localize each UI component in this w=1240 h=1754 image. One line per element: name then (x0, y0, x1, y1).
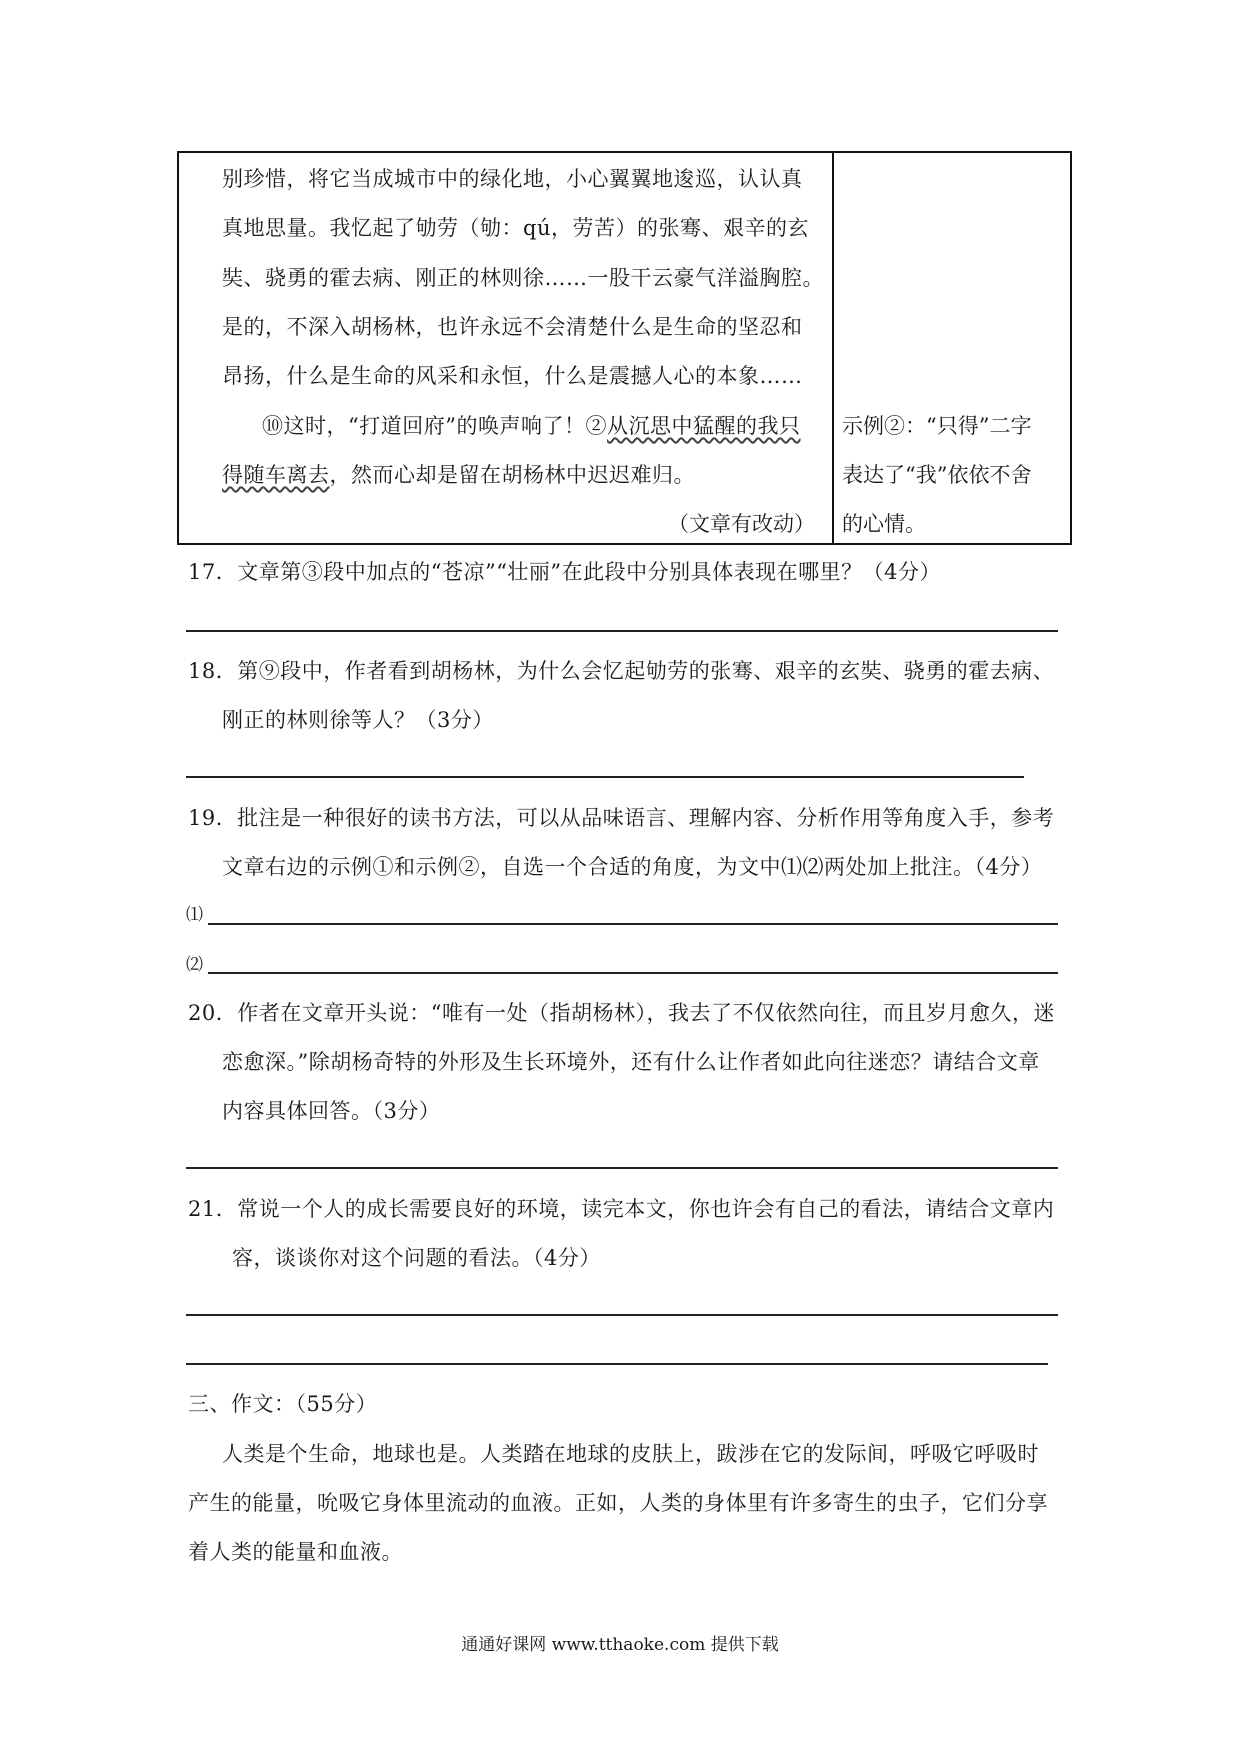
answer-line-21-2[interactable] (186, 1363, 1048, 1365)
annotation-divider (832, 151, 834, 545)
answer-line-19-2[interactable] (208, 972, 1058, 974)
passage-line: 是的，不深入胡杨林，也许永远不会清楚什么是生命的坚忍和 (222, 315, 803, 339)
annotation-line: 示例②：“只得”二字 (842, 414, 1032, 438)
marked-sentence-part1: 从沉思中猛醒的我只 (606, 414, 801, 438)
question-19-line2: 文章右边的示例①和示例②，自选一个合适的角度，为文中⑴⑵两处加上批注。（4分） (222, 855, 1043, 879)
question-20-line1: 20．作者在文章开头说：“唯有一处（指胡杨林），我去了不仅依然向往，而且岁月愈久，迷 (188, 1001, 1055, 1025)
answer-line-19-1[interactable] (208, 923, 1058, 925)
answer-line-18[interactable] (186, 776, 1024, 778)
composition-line: 产生的能量，吮吸它身体里流动的血液。正如，人类的身体里有许多寄生的虫子，它们分享 (188, 1491, 1048, 1515)
annotation-line: 表达了“我”依依不舍 (842, 463, 1032, 487)
question-21-line1: 21．常说一个人的成长需要良好的环境，读完本文，你也许会有自己的看法，请结合文章内 (188, 1197, 1055, 1221)
question-18-line2: 刚正的林则徐等人？（3分） (222, 708, 494, 732)
paragraph-10-prefix: ⑩这时，“打道回府”的唤声响了！② (262, 414, 607, 438)
source-note: （文章有改动） (668, 512, 815, 536)
passage-line: 真地思量。我忆起了劬劳（劬：qú，劳苦）的张骞、艰辛的玄 (222, 216, 809, 240)
passage-line: 昂扬，什么是生命的风采和永恒，什么是震撼人心的本象…… (222, 364, 803, 388)
question-18-line1: 18．第⑨段中，作者看到胡杨林，为什么会忆起劬劳的张骞、艰辛的玄奘、骁勇的霍去病、 (188, 659, 1055, 683)
answer-label-1: ⑴ (186, 905, 203, 925)
answer-line-21-1[interactable] (186, 1314, 1058, 1316)
composition-heading: 三、作文：（55分） (188, 1392, 378, 1416)
answer-line-20[interactable] (186, 1167, 1058, 1169)
question-21-line2: 容，谈谈你对这个问题的看法。（4分） (232, 1246, 601, 1270)
paragraph-10-line2 (222, 459, 822, 489)
paragraph-10-suffix: ，然而心却是留在胡杨林中迟迟难归。 (329, 463, 695, 487)
question-19-line1: 19．批注是一种很好的读书方法，可以从品味语言、理解内容、分析作用等角度入手，参考 (188, 806, 1055, 830)
annotation-line: 的心情。 (842, 512, 926, 536)
passage-line: 奘、骁勇的霍去病、刚正的林则徐……一股干云豪气洋溢胸腔。 (222, 266, 824, 290)
composition-line: 人类是个生命，地球也是。人类踏在地球的皮肤上，跋涉在它的发际间，呼吸它呼吸时 (222, 1442, 1039, 1466)
answer-label-2: ⑵ (186, 955, 203, 975)
answer-line-17[interactable] (186, 630, 1058, 632)
marked-sentence-part2: 得随车离去 (222, 463, 330, 487)
question-20-line2: 恋愈深。”除胡杨奇特的外形及生长环境外，还有什么让作者如此向往迷恋？请结合文章 (222, 1050, 1040, 1074)
paragraph-10-line1 (262, 410, 862, 440)
question-17: 17．文章第③段中加点的“苍凉”“壮丽”在此段中分别具体表现在哪里？（4分） (188, 560, 942, 584)
page-footer: 通通好课网 www.tthaoke.com 提供下载 (461, 1635, 779, 1655)
question-20-line3: 内容具体回答。（3分） (222, 1099, 441, 1123)
composition-line: 着人类的能量和血液。 (188, 1540, 403, 1564)
passage-line: 别珍惜，将它当成城市中的绿化地，小心翼翼地逡巡，认认真 (222, 167, 803, 191)
